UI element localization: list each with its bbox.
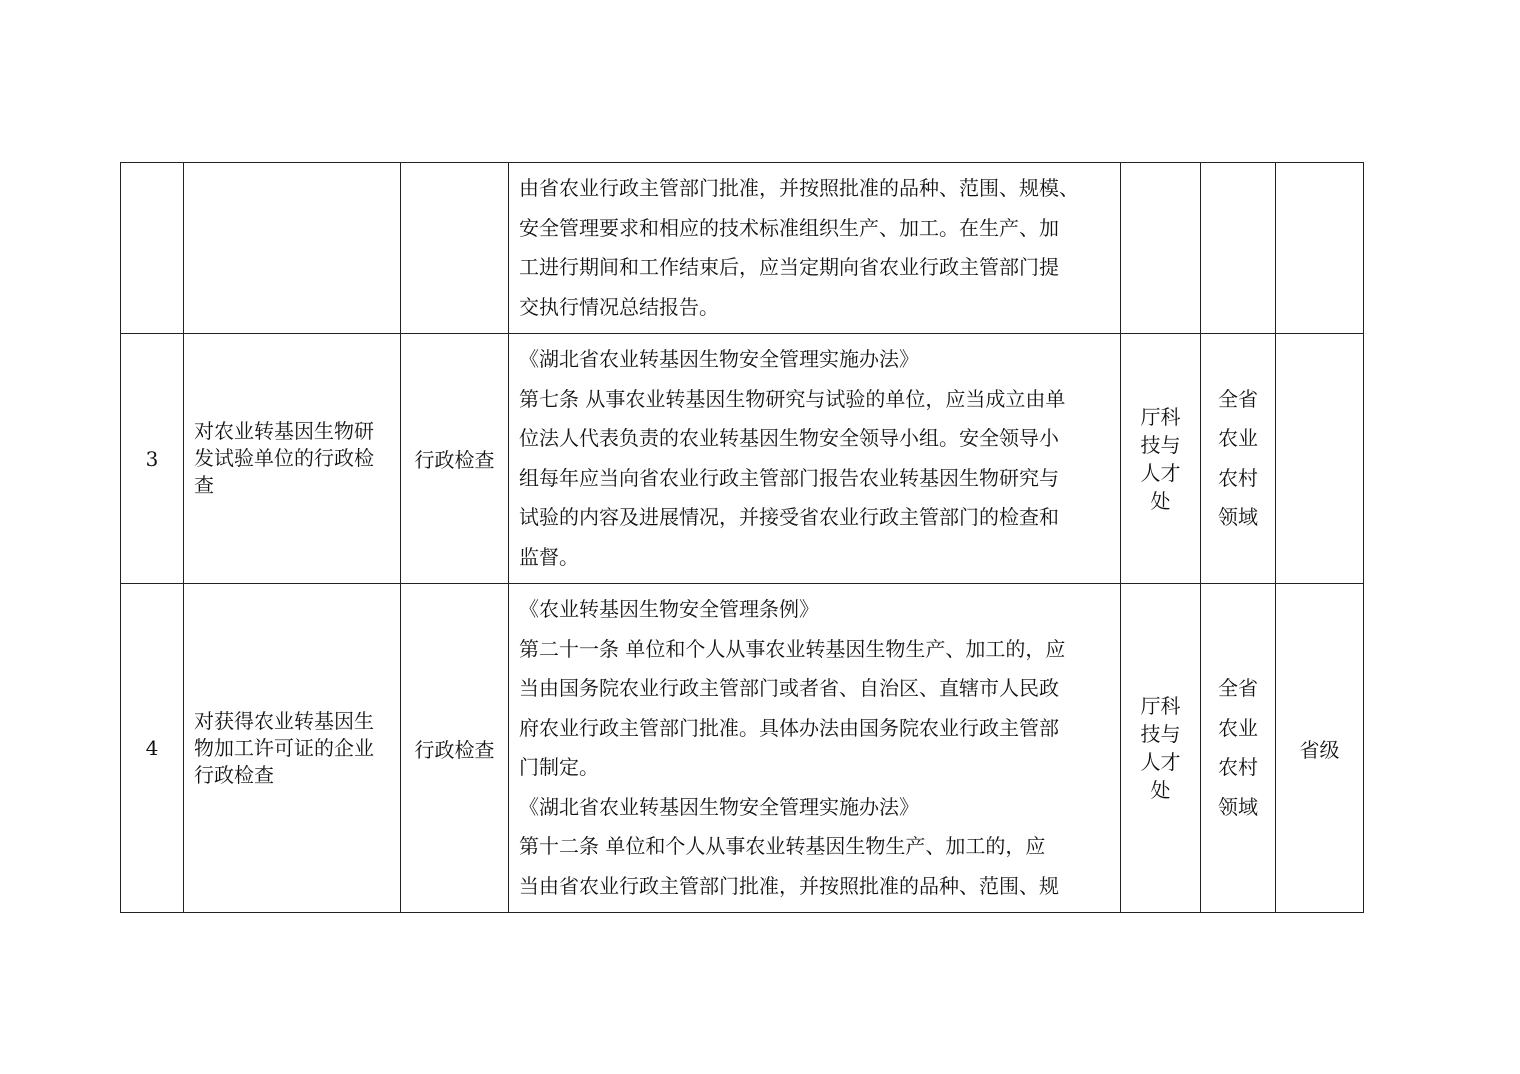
legal-basis-line: 工进行期间和工作结束后，应当定期向省农业行政主管部门提 [519,255,1059,279]
table-row [121,584,1364,913]
item-name-line: 物加工许可证的企业 [194,735,374,760]
scope-line: 农业 [1218,426,1258,450]
scope-line: 领域 [1218,505,1258,529]
legal-basis-line: 当由省农业行政主管部门批准，并按照批准的品种、范围、规 [519,873,1059,898]
legal-basis-line: 门制定。 [519,755,599,779]
legal-basis-line: 试验的内容及进展情况，并接受省农业行政主管部门的检查和 [519,505,1059,529]
legal-basis-line: 当由国务院农业行政主管部门或者省、自治区、直辖市人民政 [519,676,1059,700]
table-body [121,163,1364,913]
scope-line: 领域 [1218,794,1258,819]
legal-basis-line: 第七条 从事农业转基因生物研究与试验的单位，应当成立由单 [519,386,1066,411]
legal-basis [509,163,1121,334]
legal-basis-line: 《农业转基因生物安全管理条例》 [519,597,819,621]
legal-basis [509,334,1121,584]
legal-basis-line: 组每年应当向省农业行政主管部门报告农业转基因生物研究与 [519,465,1059,490]
legal-basis-line: 监督。 [519,544,579,569]
item-name-line: 查 [194,473,214,497]
legal-basis-line: 安全管理要求和相应的技术标准组织生产、加工。在生产、加 [519,215,1059,240]
legal-basis-line: 第十二条 单位和个人从事农业转基因生物生产、加工的，应 [519,834,1046,858]
responsible-department [1121,584,1201,913]
item-category: 行政检查 [401,584,509,913]
scope [1201,334,1276,584]
item-name [184,334,401,584]
legal-basis-line: 府农业行政主管部门批准。具体办法由国务院农业行政主管部 [519,715,1059,740]
scope-line: 全省 [1218,676,1258,700]
item-number: 4 [121,584,184,913]
level: 省级 [1276,584,1364,913]
item-name-line: 对获得农业转基因生 [194,708,374,733]
scope [1201,584,1276,913]
item-number [121,163,184,334]
table-row [121,334,1364,584]
scope-line: 农村 [1218,755,1258,779]
item-category: 行政检查 [401,334,509,584]
table-row [121,163,1364,334]
level [1276,163,1364,334]
scope [1201,163,1276,334]
department-line: 厅科 [1140,404,1181,429]
scope-line: 农业 [1218,715,1258,740]
department-line: 厅科 [1140,694,1181,718]
legal-basis-line: 由省农业行政主管部门批准，并按照批准的品种、范围、规模、 [519,176,1079,200]
department-line: 人才 [1140,460,1181,485]
legal-basis-line: 第二十一条 单位和个人从事农业转基因生物生产、加工的，应 [519,636,1066,661]
department-line: 处 [1150,488,1171,513]
item-category [401,163,509,334]
legal-basis [509,584,1121,913]
level [1276,334,1364,584]
legal-basis-line: 交执行情况总结报告。 [519,294,719,319]
item-number: 3 [121,334,184,584]
item-name-line: 发试验单位的行政检 [194,446,374,470]
department-line: 技与 [1140,722,1181,746]
responsible-department [1121,334,1201,584]
responsible-department [1121,163,1201,334]
item-name [184,584,401,913]
item-name-line: 对农业转基因生物研 [194,419,374,443]
legal-basis-line: 《湖北省农业转基因生物安全管理实施办法》 [519,794,919,819]
legal-basis-line: 《湖北省农业转基因生物安全管理实施办法》 [519,347,919,371]
regulation-table [120,162,1364,913]
department-line: 人才 [1140,750,1181,774]
item-name [184,163,401,334]
scope-line: 农村 [1218,465,1258,490]
department-line: 处 [1150,778,1171,802]
department-line: 技与 [1140,432,1181,457]
legal-basis-line: 位法人代表负责的农业转基因生物安全领导小组。安全领导小 [519,426,1059,450]
item-name-line: 行政检查 [194,762,274,787]
scope-line: 全省 [1218,386,1258,411]
